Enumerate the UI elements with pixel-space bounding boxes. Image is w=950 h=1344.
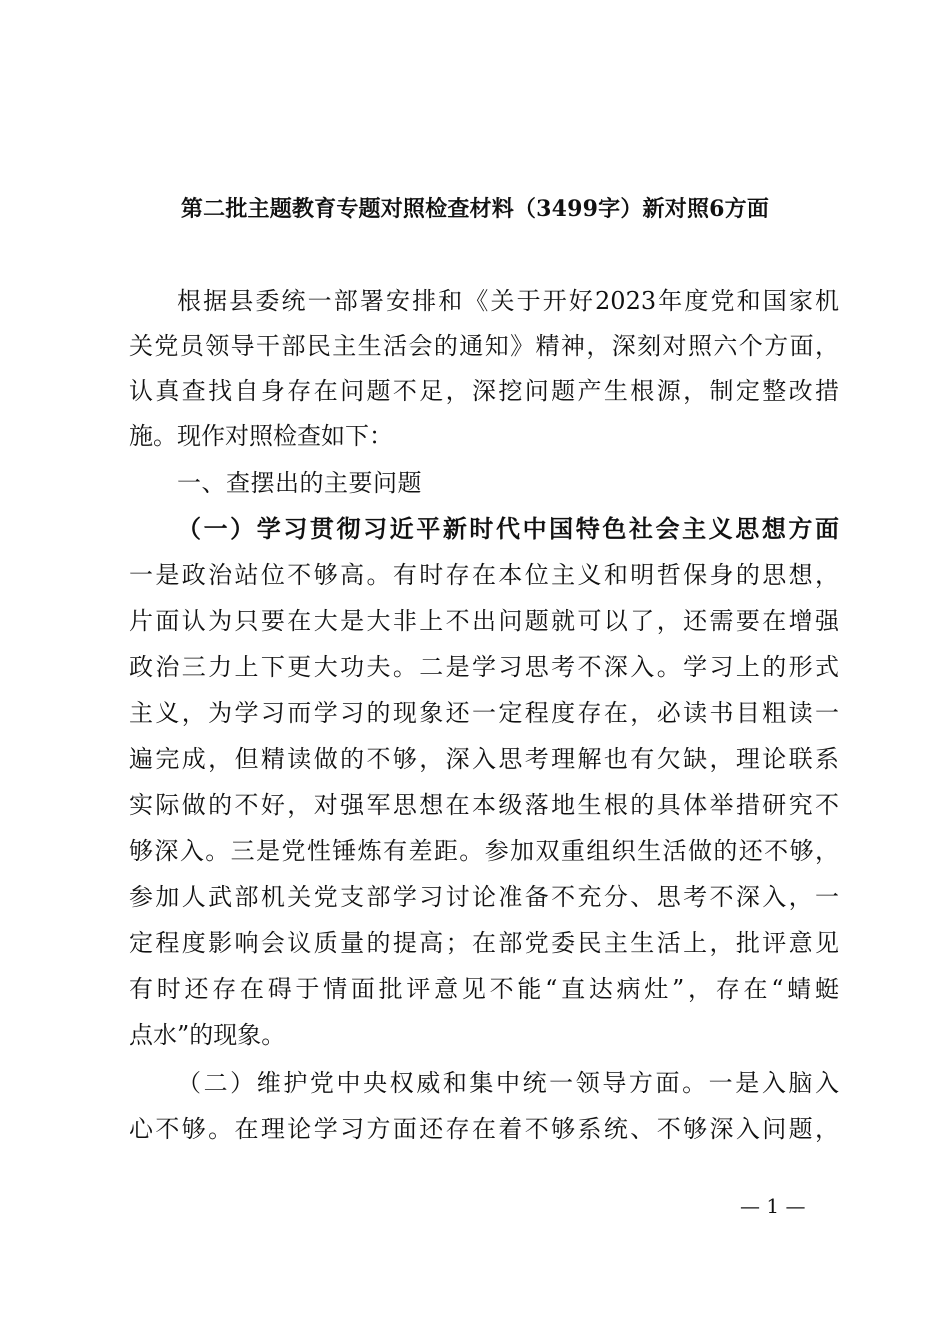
- paragraph-line: 参加人武部机关党支部学习讨论准备不充分、思考不深入，一: [129, 883, 839, 911]
- paragraph-line: 遍完成，但精读做的不够，深入思考理解也有欠缺，理论联系: [129, 745, 839, 773]
- paragraph-line: 够深入。三是党性锤炼有差距。参加双重组织生活做的还不够，: [129, 837, 839, 865]
- paragraph-line: 主义，为学习而学习的现象还一定程度存在，必读书目粗读一: [129, 699, 839, 727]
- paragraph-line: （二）维护党中央权威和集中统一领导方面。一是入脑入: [177, 1069, 839, 1097]
- paragraph-line: 点水”的现象。: [129, 1021, 286, 1049]
- paragraph-line: 政治三力上下更大功夫。二是学习思考不深入。学习上的形式: [129, 653, 839, 681]
- paragraph-line: 定程度影响会议质量的提高；在部党委民主生活上，批评意见: [129, 929, 839, 957]
- paragraph-line: 有时还存在碍于情面批评意见不能“直达病灶”，存在“蜻蜓: [129, 975, 839, 1003]
- paragraph-line: 施。现作对照检查如下：: [129, 422, 393, 450]
- section-heading: 一、查摆出的主要问题: [177, 469, 422, 497]
- paragraph-line: 关党员领导干部民主生活会的通知》精神，深刻对照六个方面，: [129, 332, 839, 360]
- paragraph-line: 一是政治站位不够高。有时存在本位主义和明哲保身的思想，: [129, 561, 839, 589]
- paragraph-line: 片面认为只要在大是大非上不出问题就可以了，还需要在增强: [129, 607, 839, 635]
- document-title: 第二批主题教育专题对照检查材料（3499字）新对照6方面: [180, 196, 770, 222]
- page-number: — 1 —: [740, 1194, 806, 1218]
- paragraph-line: 认真查找自身存在问题不足，深挖问题产生根源，制定整改措: [129, 377, 839, 405]
- paragraph-line: 根据县委统一部署安排和《关于开好2023年度党和国家机: [177, 287, 839, 315]
- paragraph-line: 心不够。在理论学习方面还存在着不够系统、不够深入问题，: [129, 1115, 839, 1143]
- subsection-heading: （一）学习贯彻习近平新时代中国特色社会主义思想方面: [177, 514, 839, 543]
- paragraph-line: 实际做的不好，对强军思想在本级落地生根的具体举措研究不: [129, 791, 839, 819]
